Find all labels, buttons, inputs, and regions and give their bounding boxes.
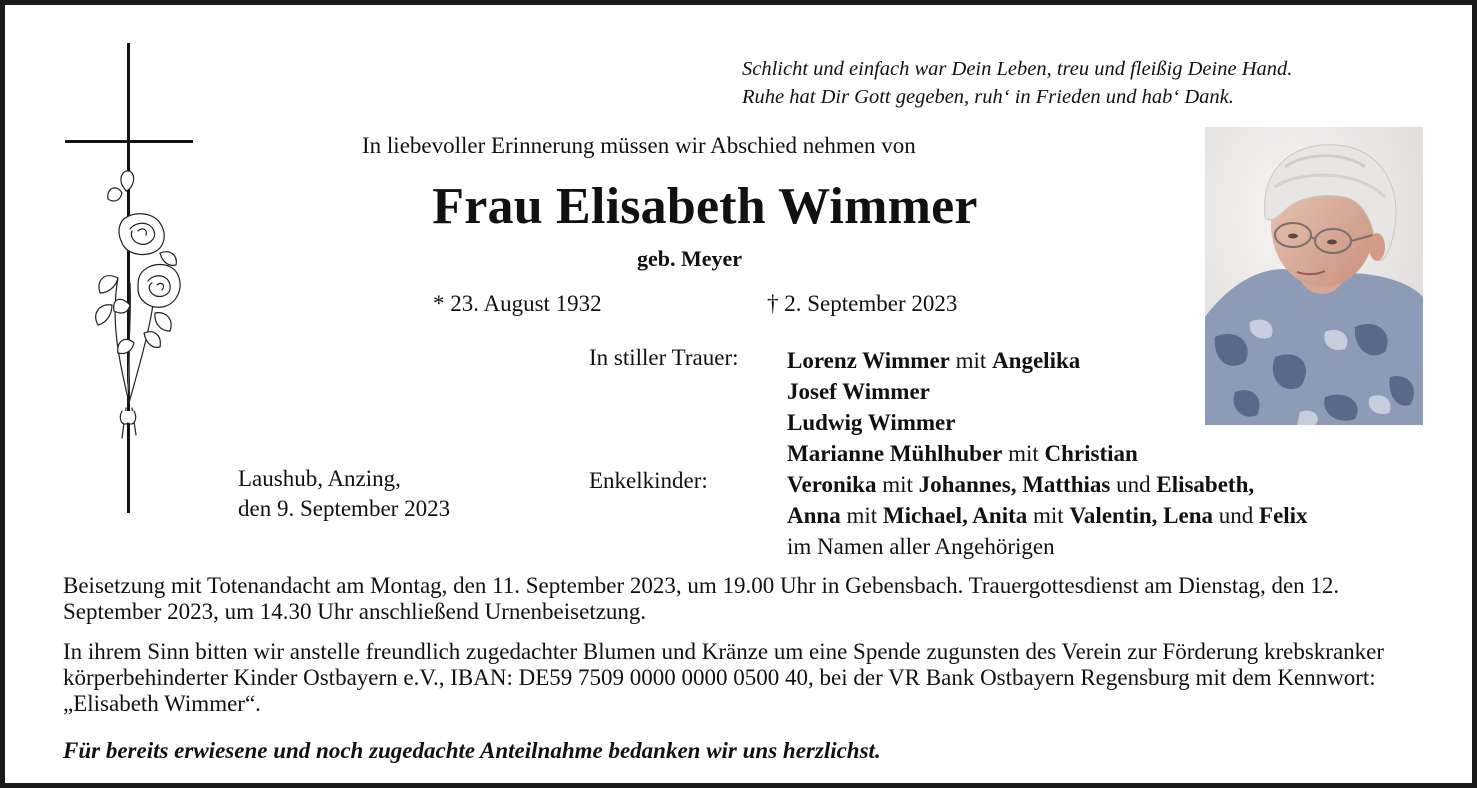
grandchildren-label: Enkelkinder: [589, 468, 708, 493]
thanks-line: Für bereits erwiesene und noch zugedachte Anteilnahme bedanken wir uns herzlichst. [63, 738, 881, 763]
mourner-connector: mit [876, 472, 919, 497]
mourner-name: Michael, Anita [882, 503, 1028, 528]
mourner-line [787, 469, 1308, 500]
mourner-line [787, 438, 1308, 469]
mourner-name: Felix [1259, 503, 1308, 528]
cross-with-roses-icon [60, 43, 200, 513]
mourner-name: Josef Wimmer [787, 379, 930, 404]
mourner-connector: im Namen aller Angehörigen [787, 534, 1055, 559]
intro-text: In liebevoller Erinnerung müssen wir Abschied nehmen von [362, 133, 916, 158]
verse-line-2: Ruhe hat Dir Gott gegeben, ruh‘ in Frieden und hab‘ Dank. [742, 86, 1234, 108]
portrait-photo [1205, 127, 1423, 425]
mourner-name: Anna [787, 503, 841, 528]
mourner-line [787, 531, 1308, 562]
mourner-connector: mit [1027, 503, 1070, 528]
mourner-name: Veronika [787, 472, 877, 497]
mourner-line [787, 500, 1308, 531]
mourner-name: Christian [1044, 441, 1138, 466]
mourner-connector: mit [949, 348, 993, 373]
place-date [238, 464, 450, 524]
funeral-notice: Beisetzung mit Totenandacht am Montag, den 11. September 2023, um 19.00 Uhr in Gebensbach. Trauergottesdienst am Dienstag, den 12. September 2023, um 14.30 Uhr anschließend Urnenbeisetzung. [63, 573, 1340, 624]
mourner-name: Johannes, Matthias [918, 472, 1111, 497]
mourner-name: Lorenz Wimmer [787, 348, 950, 373]
date-line: den 9. September 2023 [238, 496, 451, 521]
deceased-name: Frau Elisabeth Wimmer [432, 178, 978, 235]
mourner-name: Ludwig Wimmer [787, 410, 956, 435]
mourning-label: In stiller Trauer: [589, 345, 739, 370]
mourner-connector: mit [840, 503, 883, 528]
death-date: † 2. September 2023 [767, 291, 958, 316]
mourner-name: Elisabeth, [1156, 472, 1255, 497]
donation-notice: In ihrem Sinn bitten wir anstelle freundlich zugedachter Blumen und Kränze um eine Spende zugunsten des Verein zur Förderung krebskranker körperbehinderter Kinder Ostbayern e.V., IBAN: DE59 7509 0000 0000 0500 40, bei der VR Bank Ostbayern Regensburg mit dem Kennwort: „Elisabeth Wimmer“. [63, 639, 1385, 716]
mourner-connector: und [1110, 472, 1157, 497]
mourner-name: Angelika [992, 348, 1081, 373]
mourner-connector: mit [1002, 441, 1045, 466]
verse-line-1: Schlicht und einfach war Dein Leben, treu und fleißig Deine Hand. [742, 58, 1293, 80]
mourner-name: Valentin, Lena [1069, 503, 1214, 528]
mourner-connector: und [1213, 503, 1260, 528]
birth-date: * 23. August 1932 [433, 291, 602, 316]
mourner-name: Marianne Mühlhuber [787, 441, 1003, 466]
birth-name: geb. Meyer [637, 246, 743, 271]
place-line: Laushub, Anzing, [238, 466, 401, 491]
